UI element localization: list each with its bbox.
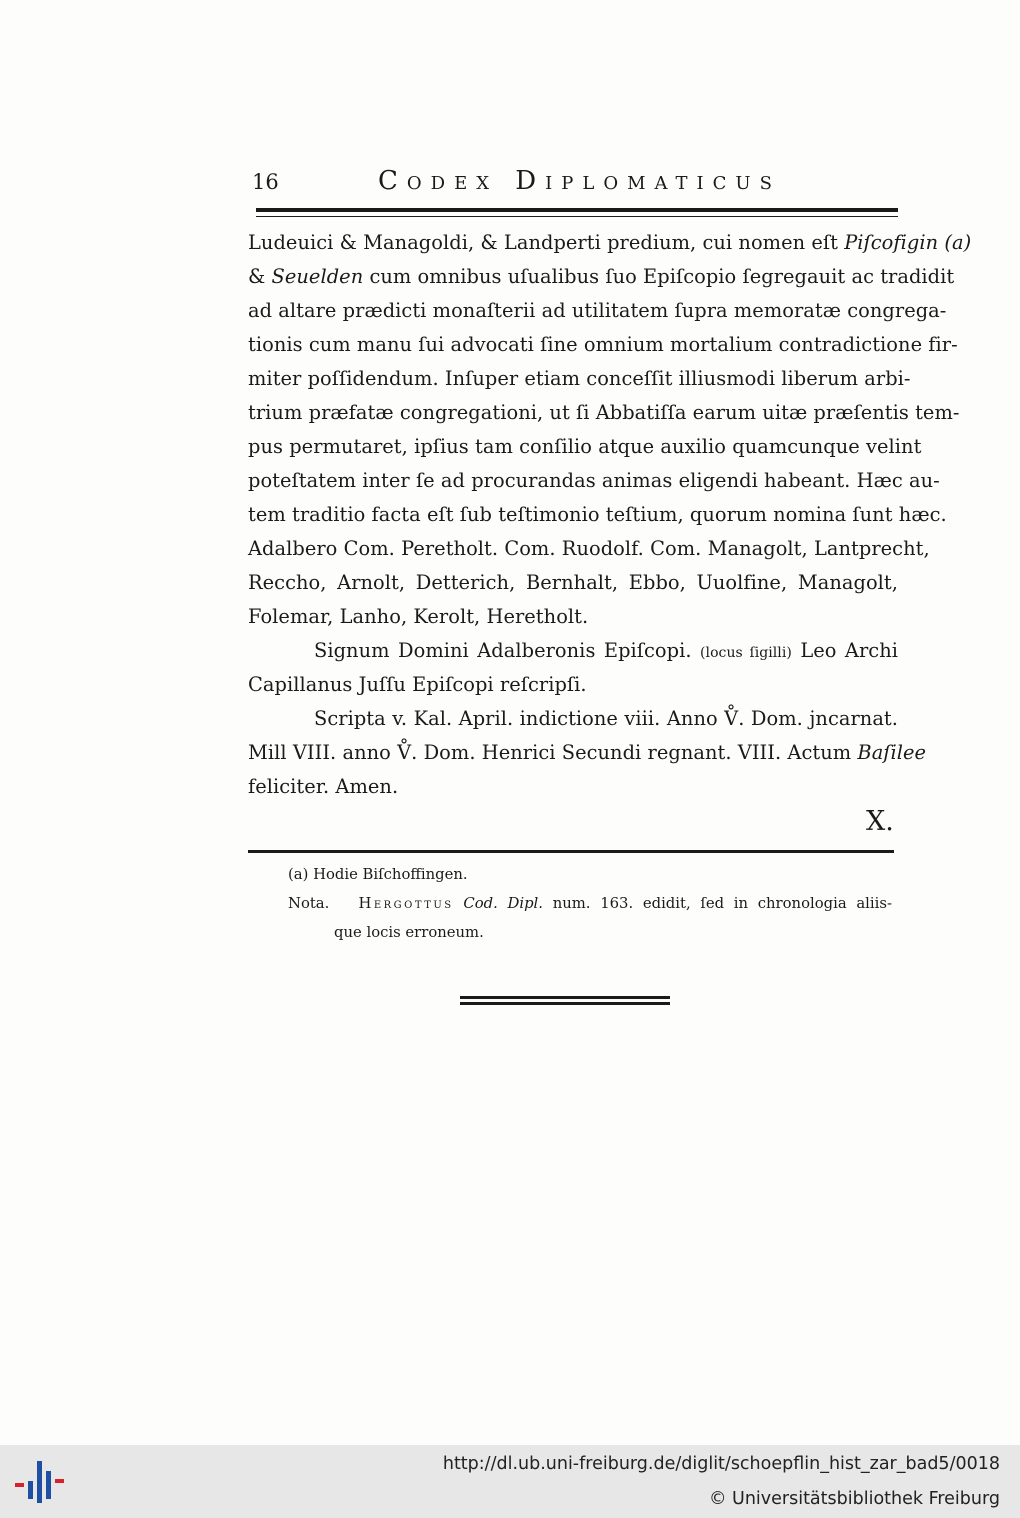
text-line: Signum Domini Adalberonis Epiſcopi. (locus ſigilli) Leo Archi	[314, 639, 899, 662]
footnote-a: (a) Hodie Biſchoffingen.	[288, 866, 468, 883]
footnotes	[288, 862, 892, 949]
text-line: tem traditio facta eſt ſub teſtimonio teſtium, quorum nomina ſunt hæc.	[248, 503, 947, 526]
text-line: poteſtatem inter ſe ad procurandas animas eligendi habeant. Hæc au-	[248, 469, 940, 492]
charter-text	[248, 226, 972, 804]
text-line: feliciter. Amen.	[248, 775, 399, 798]
section-mark: X.	[866, 806, 894, 837]
text-line: pus permutaret, ipſius tam conſilio atque auxilio quamcunque velint	[248, 435, 922, 458]
end-ornament-rule-bottom	[460, 1002, 670, 1005]
end-ornament-rule-top	[460, 996, 670, 999]
library-logo-icon	[14, 1459, 70, 1505]
footnote-nota: Nota. Hergottus Cod. Dipl. num. 163. edidit, ſed in chronologia aliis-	[288, 895, 892, 912]
header-rule-thin	[256, 216, 898, 217]
text-line: ad altare prædicti monaſterii ad utilitatem ſupra memoratæ congrega-	[248, 299, 947, 322]
running-title: Codex Diplomaticus	[378, 166, 781, 196]
text-line: Capillanus Juſſu Epiſcopi reſcripſi.	[248, 673, 587, 696]
text-line: Folemar, Lanho, Kerolt, Heretholt.	[248, 605, 589, 628]
text-line: miter poſſidendum. Inſuper etiam conceſſit illiusmodi liberum arbi-	[248, 367, 911, 390]
page-header	[250, 166, 898, 196]
text-line: Scripta v. Kal. April. indictione viii. Anno V̊. Dom. jncarnat.	[314, 707, 898, 730]
footnote-rule	[248, 850, 894, 853]
footnote-nota-continued: que locis erroneum.	[334, 924, 484, 941]
text-line: Mill VIII. anno V̊. Dom. Henrici Secundi regnant. VIII. Actum Baſilee	[248, 741, 927, 764]
text-line: trium præfatæ congregationi, ut ſi Abbatiſſa earum uitæ præſentis tem-	[248, 401, 960, 424]
permalink-url[interactable]: http://dl.ub.uni-freiburg.de/diglit/schoepflin_hist_zar_bad5/0018	[442, 1454, 1000, 1474]
viewer-footer	[0, 1445, 1020, 1518]
text-line: Adalbero Com. Peretholt. Com. Ruodolf. Com. Managolt, Lantprecht,	[248, 537, 930, 560]
text-line: Reccho, Arnolt, Detterich, Bernhalt, Ebbo, Uuolfine, Managolt,	[248, 571, 898, 594]
text-line: & Seuelden cum omnibus uſualibus ſuo Epiſcopio ſegregauit ac tradidit	[248, 265, 955, 288]
page-number: 16	[252, 170, 279, 194]
header-rule-thick	[256, 208, 898, 212]
text-line: tionis cum manu ſui advocati ſine omnium mortalium contradictione fir-	[248, 333, 958, 356]
copyright-notice: © Universitätsbibliothek Freiburg	[708, 1489, 1000, 1509]
text-line: Ludeuici & Managoldi, & Landperti predium, cui nomen eſt Piſcofigin (a)	[248, 231, 972, 254]
